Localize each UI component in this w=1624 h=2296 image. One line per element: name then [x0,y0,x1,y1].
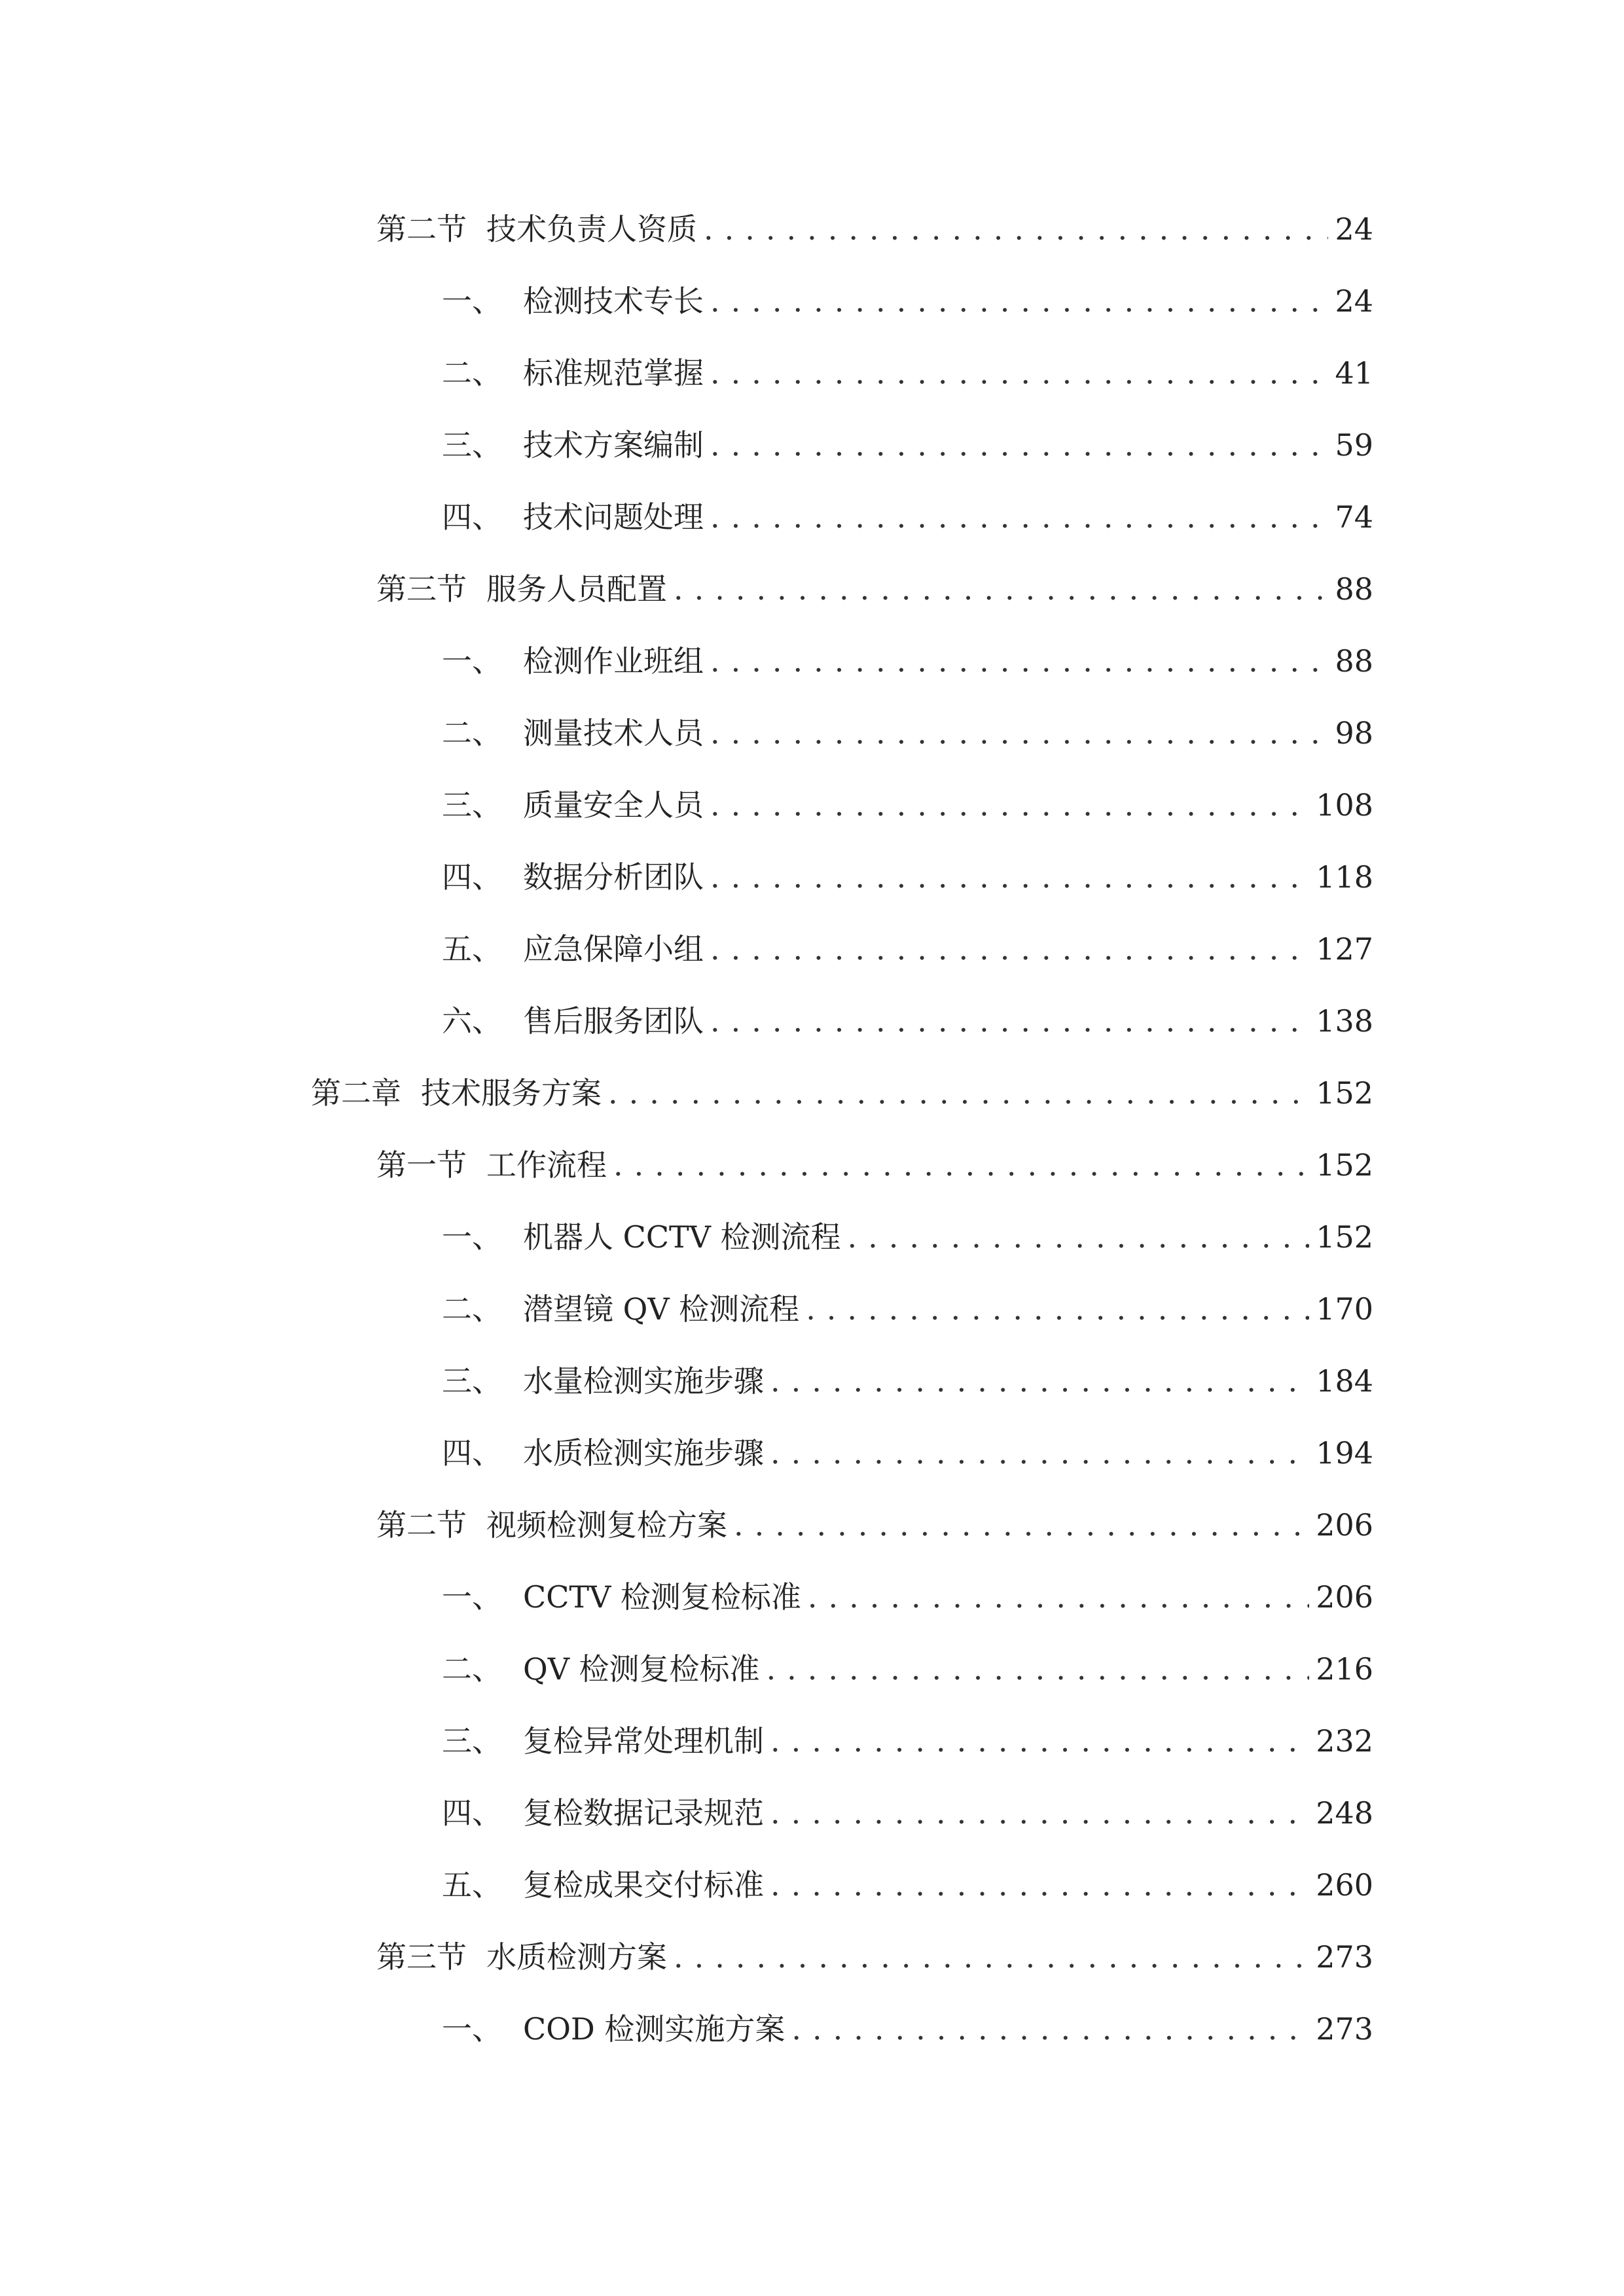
toc-entry-page: 152 [1316,1147,1373,1183]
toc-entry-page: 24 [1335,211,1373,247]
toc-entry-page: 194 [1316,1435,1373,1471]
toc-entry-number: 三、 [442,427,502,463]
toc-entry-title: 技术服务方案 [421,1075,602,1111]
toc-entry-title: 水质检测方案 [486,1939,667,1975]
toc-entry[interactable] [311,1066,1373,1121]
dot-leader [770,1785,1309,1840]
toc-entry-number: 六、 [442,1003,502,1039]
dot-leader [848,1210,1310,1265]
toc-entry-number: 第三节 [376,571,467,607]
toc-entry-title: 水量检测实施步骤 [523,1363,764,1399]
dot-leader [770,1426,1309,1480]
dot-leader [710,634,1328,689]
toc-entry[interactable] [376,1138,1373,1193]
toc-entry-title: 复检数据记录规范 [523,1795,764,1831]
toc-entry-number: 一、 [442,283,502,319]
dot-leader [767,1641,1310,1696]
toc-entry-page: 206 [1316,1507,1373,1543]
toc-entry-number: 第二节 [376,1507,467,1543]
toc-entry-title: 潜望镜 QV 检测流程 [523,1291,800,1327]
toc-entry-page: 24 [1335,283,1373,319]
toc-entry-title: 数据分析团队 [523,859,704,895]
toc-entry-title: 售后服务团队 [523,1003,704,1039]
toc-entry-number: 四、 [442,859,502,895]
dot-leader [710,850,1309,905]
toc-entry-page: 118 [1316,859,1373,895]
toc-entry-number: 三、 [442,1363,502,1399]
toc-entry-page: 206 [1316,1579,1373,1615]
toc-entry-page: 152 [1316,1219,1373,1255]
toc-entry[interactable] [442,346,1373,401]
toc-entry[interactable] [442,706,1373,761]
dot-leader [734,1498,1309,1552]
toc-entry[interactable] [442,418,1373,473]
dot-leader [710,490,1328,545]
toc-entry-page: 98 [1335,715,1373,751]
toc-entry-title: QV 检测复检标准 [523,1651,760,1687]
toc-entry[interactable] [442,994,1373,1049]
toc-entry-title: COD 检测实施方案 [523,2011,785,2047]
toc-entry[interactable] [442,1570,1373,1624]
toc-entry[interactable] [442,850,1373,905]
toc-entry-title: 技术方案编制 [523,427,704,463]
toc-entry-title: 质量安全人员 [523,787,704,823]
toc-entry-number: 二、 [442,715,502,751]
toc-entry-title: 测量技术人员 [523,715,704,751]
toc-entry-page: 248 [1316,1795,1373,1831]
dot-leader [674,1929,1309,1984]
dot-leader [710,346,1328,401]
toc-entry-title: 机器人 CCTV 检测流程 [523,1219,841,1255]
dot-leader [710,922,1309,977]
toc-entry-number: 第二节 [376,211,467,247]
toc-entry-number: 第二章 [311,1075,401,1111]
dot-leader [704,202,1328,257]
toc-entry-page: 260 [1316,1867,1373,1903]
toc-entry-title: 技术问题处理 [523,499,704,535]
toc-entry[interactable] [376,562,1373,617]
toc-entry-number: 五、 [442,931,502,967]
toc-entry[interactable] [442,1641,1373,1696]
toc-entry[interactable] [442,922,1373,977]
dot-leader [710,418,1328,473]
toc-entry-number: 四、 [442,499,502,535]
toc-entry-title: 复检成果交付标准 [523,1867,764,1903]
dot-leader [613,1138,1309,1193]
toc-entry-number: 二、 [442,1651,502,1687]
toc-entry-page: 170 [1316,1291,1373,1327]
toc-entry[interactable] [442,1857,1373,1912]
toc-entry-page: 108 [1316,787,1373,823]
dot-leader [674,562,1328,617]
toc-entry-title: 标准规范掌握 [523,355,704,391]
dot-leader [770,1857,1309,1912]
toc-entry-number: 第三节 [376,1939,467,1975]
toc-entry-number: 二、 [442,1291,502,1327]
toc-entry-page: 74 [1335,499,1373,535]
toc-entry-number: 一、 [442,643,502,679]
toc-entry-title: CCTV 检测复检标准 [523,1579,801,1615]
toc-entry-page: 184 [1316,1363,1373,1399]
dot-leader [808,1570,1309,1624]
toc-entry-page: 273 [1316,2011,1373,2047]
toc-entry-title: 视频检测复检方案 [486,1507,727,1543]
dot-leader [710,706,1328,761]
toc-entry-title: 工作流程 [486,1147,607,1183]
toc-entry[interactable] [376,1498,1373,1552]
toc-entry-number: 一、 [442,2011,502,2047]
toc-entry[interactable] [442,1713,1373,1768]
toc-entry-title: 技术负责人资质 [486,211,697,247]
toc-entry-page: 273 [1316,1939,1373,1975]
toc-entry-number: 四、 [442,1435,502,1471]
toc-entry-title: 检测作业班组 [523,643,704,679]
toc-entry[interactable] [376,1929,1373,1984]
toc-entry[interactable] [442,1354,1373,1408]
toc-entry-title: 复检异常处理机制 [523,1723,764,1759]
toc-entry-page: 138 [1316,1003,1373,1039]
toc-entry[interactable] [442,490,1373,545]
toc-entry-title: 水质检测实施步骤 [523,1435,764,1471]
toc-entry-number: 二、 [442,355,502,391]
dot-leader [710,274,1328,329]
toc-entry[interactable] [442,1282,1373,1336]
toc-entry-page: 59 [1335,427,1373,463]
toc-entry-number: 四、 [442,1795,502,1831]
toc-entry-title: 服务人员配置 [486,571,667,607]
toc-entry[interactable] [442,1210,1373,1265]
dot-leader [710,994,1309,1049]
dot-leader [710,778,1309,833]
toc-entry-title: 应急保障小组 [523,931,704,967]
toc-entry[interactable] [442,274,1373,329]
toc-entry[interactable] [442,2001,1373,2056]
toc-entry[interactable] [442,1426,1373,1480]
toc-entry[interactable] [442,778,1373,833]
toc-entry-page: 88 [1335,571,1373,607]
toc-entry-page: 127 [1316,931,1373,967]
toc-entry-number: 一、 [442,1219,502,1255]
toc-entry-page: 88 [1335,643,1373,679]
toc-entry-number: 第一节 [376,1147,467,1183]
dot-leader [770,1354,1309,1408]
toc-entry[interactable] [376,202,1373,257]
dot-leader [608,1066,1309,1121]
toc-entry-number: 三、 [442,787,502,823]
toc-entry-number: 三、 [442,1723,502,1759]
toc-entry[interactable] [442,634,1373,689]
toc-entry[interactable] [442,1785,1373,1840]
toc-entry-number: 五、 [442,1867,502,1903]
toc-entry-number: 一、 [442,1579,502,1615]
toc-entry-page: 41 [1335,355,1373,391]
toc-entry-page: 232 [1316,1723,1373,1759]
dot-leader [806,1282,1309,1336]
dot-leader [791,2001,1309,2056]
toc-entry-page: 216 [1316,1651,1373,1687]
toc-entry-page: 152 [1316,1075,1373,1111]
toc-entry-title: 检测技术专长 [523,283,704,319]
dot-leader [770,1713,1309,1768]
